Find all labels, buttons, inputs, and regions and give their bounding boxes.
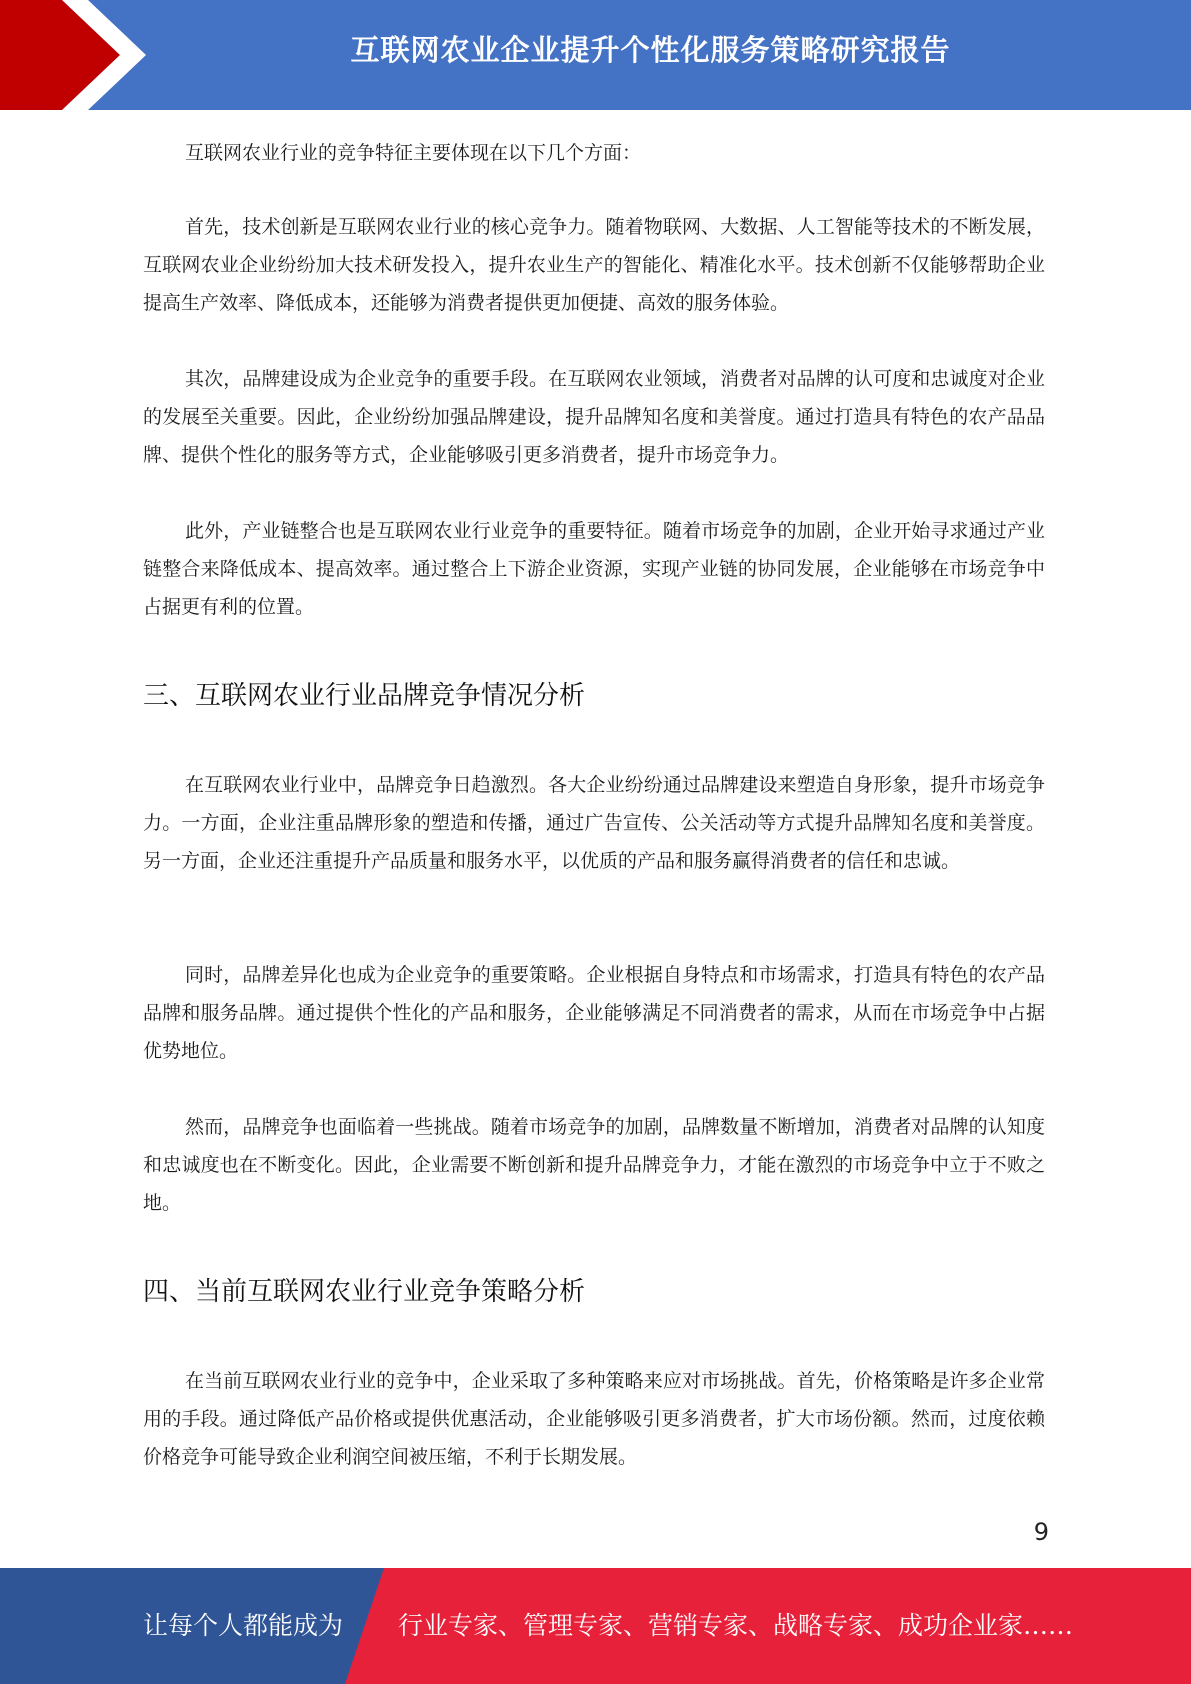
page-footer (0, 1568, 1191, 1684)
section-heading-3: 三、互联网农业行业品牌竞争情况分析 (143, 681, 586, 711)
footer-slogan-left: 让每个人都能成为 (143, 1611, 344, 1640)
paragraph-brand-building: 其次，品牌建设成为企业竞争的重要手段。在互联网农业领域，消费者对品牌的认可度和忠诚度对企业的发展至关重要。因此，企业纷纷加强品牌建设，提升品牌知名度和美誉度。通过打造具有特色的农产品品牌、提供个性化的服务等方式，企业能够吸引更多消费者，提升市场竞争力。 (143, 368, 1045, 466)
page-header (0, 0, 1191, 110)
paragraph-intro: 互联网农业行业的竞争特征主要体现在以下几个方面： (185, 142, 642, 164)
report-title: 互联网农业企业提升个性化服务策略研究报告 (350, 33, 951, 67)
paragraph-price-strategy: 在当前互联网农业行业的竞争中，企业采取了多种策略来应对市场挑战。首先，价格策略是许多企业常用的手段。通过降低产品价格或提供优惠活动，企业能够吸引更多消费者，扩大市场份额。然而，过度依赖价格竞争可能导致企业利润空间被压缩，不利于长期发展。 (143, 1370, 1045, 1468)
header-arrow-decoration (0, 0, 160, 110)
footer-slogan-right: 行业专家、管理专家、营销专家、战略专家、成功企业家…… (398, 1611, 1074, 1640)
section-heading-4: 四、当前互联网农业行业竞争策略分析 (143, 1277, 586, 1307)
page-number: 9 (1033, 1518, 1049, 1546)
paragraph-brand-competition: 在互联网农业行业中，品牌竞争日趋激烈。各大企业纷纷通过品牌建设来塑造自身形象，提升市场竞争力。一方面，企业注重品牌形象的塑造和传播，通过广告宣传、公关活动等方式提升品牌知名度和美誉度。另一方面，企业还注重提升产品质量和服务水平，以优质的产品和服务赢得消费者的信任和忠诚。 (143, 774, 1045, 872)
paragraph-brand-differentiation: 同时，品牌差异化也成为企业竞争的重要策略。企业根据自身特点和市场需求，打造具有特色的农产品品牌和服务品牌。通过提供个性化的产品和服务，企业能够满足不同消费者的需求，从而在市场竞争中占据优势地位。 (143, 964, 1045, 1062)
paragraph-industry-chain: 此外，产业链整合也是互联网农业行业竞争的重要特征。随着市场竞争的加剧，企业开始寻求通过产业链整合来降低成本、提高效率。通过整合上下游企业资源，实现产业链的协同发展，企业能够在市场竞争中占据更有利的位置。 (143, 520, 1045, 618)
paragraph-tech-innovation: 首先，技术创新是互联网农业行业的核心竞争力。随着物联网、大数据、人工智能等技术的不断发展，互联网农业企业纷纷加大技术研发投入，提升农业生产的智能化、精准化水平。技术创新不仅能够帮助企业提高生产效率、降低成本，还能够为消费者提供更加便捷、高效的服务体验。 (143, 216, 1045, 314)
paragraph-brand-challenges: 然而，品牌竞争也面临着一些挑战。随着市场竞争的加剧，品牌数量不断增加，消费者对品牌的认知度和忠诚度也在不断变化。因此，企业需要不断创新和提升品牌竞争力，才能在激烈的市场竞争中立于不败之地。 (143, 1116, 1045, 1214)
